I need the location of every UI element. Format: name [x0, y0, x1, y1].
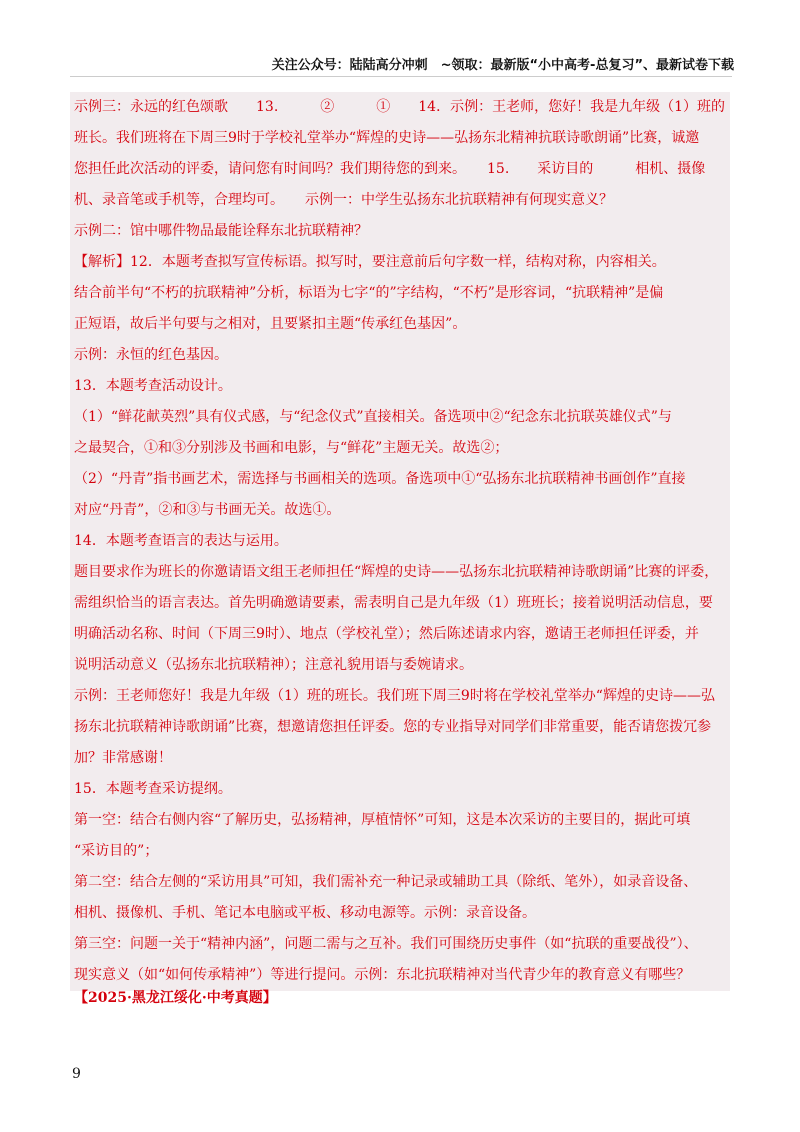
- answer-line: 示例三：永远的红色颂歌 13. ② ① 14．示例：王老师，您好！我是九年级（1）班的: [74, 99, 725, 115]
- analysis-line: 示例：永恒的红色基因。: [74, 347, 228, 363]
- analysis-line: 示例：王老师您好！我是九年级（1）班的班长。我们班下周三9时将在学校礼堂举办“辉煌的史诗——弘: [74, 688, 715, 704]
- page-header: 关注公众号：陆陆高分冲刺 ~领取：最新版“小中高考-总复习”、最新试卷下载: [271, 58, 734, 73]
- analysis-line: 相机、摄像机、手机、笔记本电脑或平板、移动电源等。示例：录音设备。: [74, 905, 536, 921]
- analysis-line: “采访目的”；: [74, 843, 159, 859]
- analysis-line: 正短语，故后半句要与之相对，且要紧扣主题“传承红色基因”。: [74, 316, 467, 332]
- analysis-line: 扬东北抗联精神诗歌朗诵”比赛，想邀请您担任评委。您的专业指导对同学们非常重要，能否请您拨冗参: [74, 719, 712, 735]
- analysis-line: 第一空：结合右侧内容“了解历史，弘扬精神，厚植情怀”可知，这是本次采访的主要目的，据此可填: [74, 812, 691, 828]
- analysis-line: 第三空：问题一关于“精神内涵”，问题二需与之互补。我们可围绕历史事件（如“抗联的重要战役”）、: [74, 936, 698, 952]
- analysis-line: （2）“丹青”指书画艺术，需选择与书画相关的选项。备选项中①“弘扬东北抗联精神书画创作”直接: [74, 471, 686, 487]
- analysis-line: 说明活动意义（弘扬东北抗联精神）；注意礼貌用语与委婉请求。: [74, 657, 473, 673]
- analysis-line: 【解析】12．本题考查拟写宣传标语。拟写时，要注意前后句字数一样，结构对称，内容相关。: [74, 254, 666, 270]
- answer-line: 示例二：馆中哪件物品最能诠释东北抗联精神？: [74, 223, 368, 239]
- analysis-line: 第二空：结合左侧的“采访用具”可知，我们需补充一种记录或辅助工具（除纸、笔外），如录音设备、: [74, 874, 698, 890]
- analysis-line: （1）“鲜花献英烈”具有仪式感，与“纪念仪式”直接相关。备选项中②“纪念东北抗联英雄仪式”与: [74, 409, 672, 425]
- page-number: 9: [72, 1066, 81, 1082]
- analysis-line: 明确活动名称、时间（下周三9时）、地点（学校礼堂）；然后陈述请求内容，邀请王老师担任评委，并: [74, 626, 699, 642]
- analysis-line: 15．本题考查采访提纲。: [74, 781, 232, 797]
- analysis-line: 结合前半句“不朽的抗联精神”分析，标语为七字“的”字结构，“不朽”是形容词，“抗联精神”是偏: [74, 285, 664, 301]
- analysis-line: 13．本题考查活动设计。: [74, 378, 232, 394]
- answer-line: 班长。我们班将在下周三9时于学校礼堂举办“辉煌的史诗——弘扬东北精神抗联诗歌朗诵”比赛，诚邀: [74, 130, 700, 146]
- analysis-line: 之最契合，①和③分别涉及书画和电影，与“鲜花”主题无关。故选②；: [74, 440, 509, 456]
- analysis-line: 需组织恰当的语言表达。首先明确邀请要素，需表明自己是九年级（1）班班长；接着说明活动信息，要: [74, 595, 713, 611]
- analysis-line: 对应“丹青”，②和③与书画无关。故选①。: [74, 502, 341, 518]
- answer-block: [70, 92, 730, 991]
- analysis-line: 14．本题考查语言的表达与运用。: [74, 533, 288, 549]
- header-divider: [70, 76, 732, 77]
- source-tag: 【2025·黑龙江绥化·中考真题】: [74, 990, 277, 1006]
- analysis-line: 现实意义（如“如何传承精神”）等进行提问。示例：东北抗联精神对当代青少年的教育意义有哪些？: [74, 967, 691, 983]
- answer-line: 您担任此次活动的评委，请问您有时间吗？我们期待您的到来。 15. 采访目的 相机、摄像: [74, 161, 706, 177]
- analysis-line: 加？非常感谢！: [74, 750, 172, 766]
- analysis-line: 题目要求作为班长的你邀请语文组王老师担任“辉煌的史诗——弘扬东北抗联精神诗歌朗诵”比赛的评委，: [74, 564, 719, 580]
- answer-line: 机、录音笔或手机等，合理均可。 示例一：中学生弘扬东北抗联精神有何现实意义？: [74, 192, 613, 208]
